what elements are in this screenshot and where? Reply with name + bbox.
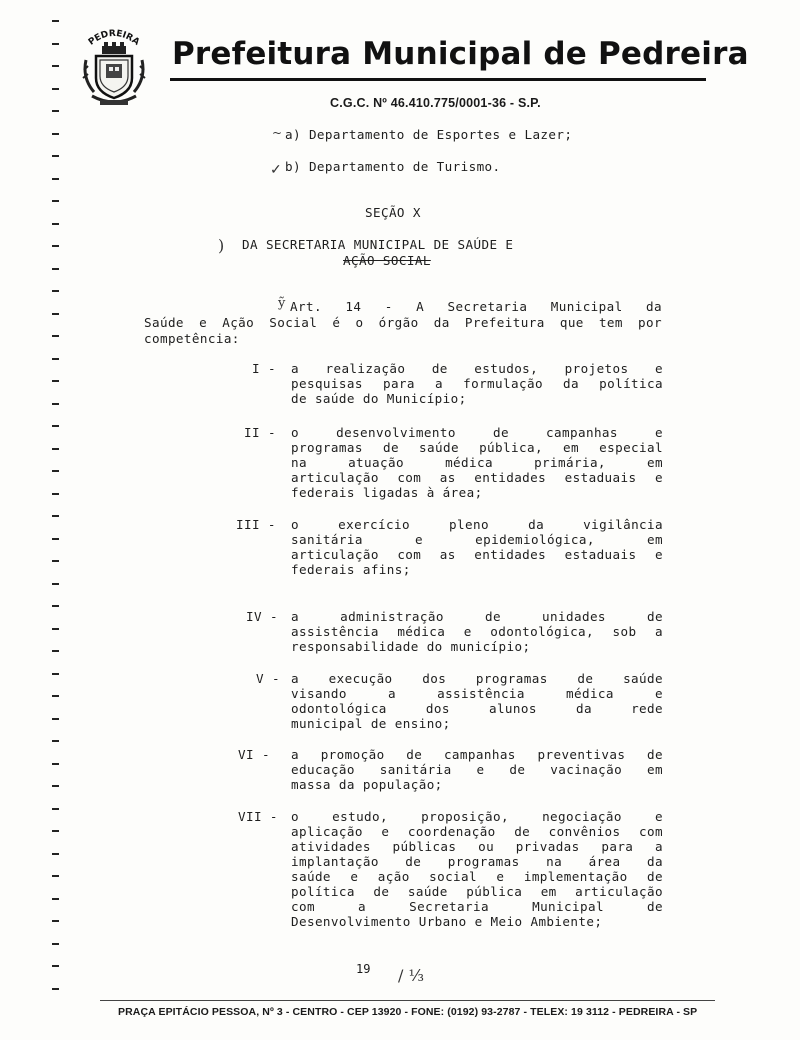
item-text-line: de saúde do Município;: [291, 391, 467, 406]
item-text-line: aplicação e coordenação de convênios com: [291, 824, 663, 839]
handwritten-tick-mark: ~: [272, 126, 283, 140]
margin-tick: [52, 808, 59, 810]
margin-tick: [52, 268, 59, 270]
coat-of-arms-icon: [78, 26, 150, 108]
margin-tick: [52, 695, 59, 697]
margin-tick: [52, 43, 59, 45]
item-text-line: massa da população;: [291, 777, 443, 792]
margin-tick: [52, 290, 59, 292]
item-numeral: VI -: [238, 747, 270, 762]
item-text-line: o estudo, proposição, negociação e: [291, 809, 663, 824]
margin-tick: [52, 560, 59, 562]
item-text-line: programas de saúde pública, em especial: [291, 440, 663, 455]
margin-tick: [52, 110, 59, 112]
margin-tick: [52, 740, 59, 742]
margin-tick: [52, 875, 59, 877]
margin-tick: [52, 133, 59, 135]
margin-tick: [52, 88, 59, 90]
item-numeral: V -: [256, 671, 280, 686]
handwritten-margin-mark: ỹ: [278, 296, 286, 311]
handwritten-margin-mark: ): [218, 236, 225, 255]
margin-tick: [52, 898, 59, 900]
margin-tick: [52, 650, 59, 652]
item-text-line: com a Secretaria Municipal de: [291, 899, 663, 914]
item-text-line: atividades públicas ou privadas para a: [291, 839, 663, 854]
article-line-2: Saúde e Ação Social é o órgão da Prefeitura que tem por: [144, 315, 662, 330]
section-title-line-2: AÇÃO SOCIAL: [343, 253, 431, 268]
item-numeral: VII -: [238, 809, 278, 824]
item-text-line: visando a assistência médica e: [291, 686, 663, 701]
item-text-line: sanitária e epidemiológica, em: [291, 532, 663, 547]
margin-tick: [52, 335, 59, 337]
item-numeral: II -: [244, 425, 276, 440]
margin-tick: [52, 403, 59, 405]
margin-tick: [52, 853, 59, 855]
letterhead-title: Prefeitura Municipal de Pedreira: [172, 36, 749, 72]
margin-tick: [52, 605, 59, 607]
item-text-line: na atuação médica primária, em: [291, 455, 663, 470]
margin-tick: [52, 988, 59, 990]
item-text-line: a promoção de campanhas preventivas de: [291, 747, 663, 762]
handwritten-page-mark: / ⅓: [398, 966, 424, 985]
item-text-line: municipal de ensino;: [291, 716, 451, 731]
item-text-line: federais ligadas à área;: [291, 485, 483, 500]
section-heading: SEÇÃO X: [365, 205, 421, 220]
item-text-line: a administração de unidades de: [291, 609, 663, 624]
item-text-line: pesquisas para a formulação da política: [291, 376, 663, 391]
margin-tick: [52, 425, 59, 427]
article-line-3: competência:: [144, 331, 240, 346]
item-text-line: responsabilidade do município;: [291, 639, 531, 654]
item-text-line: saúde e ação social e implementação de: [291, 869, 663, 884]
article-line-1: Art. 14 - A Secretaria Municipal da: [290, 299, 662, 314]
crest-text: PEDREIRA: [86, 28, 142, 48]
margin-tick: [52, 943, 59, 945]
handwritten-check-mark: ✓: [270, 162, 282, 178]
item-text-line: o desenvolvimento de campanhas e: [291, 425, 663, 440]
item-text-line: o exercício pleno da vigilância: [291, 517, 663, 532]
cgc-registration: C.G.C. Nº 46.410.775/0001-36 - S.P.: [330, 96, 541, 110]
margin-tick: [52, 470, 59, 472]
item-text-line: assistência médica e odontológica, sob a: [291, 624, 663, 639]
item-text-line: articulação com as entidades estaduais e: [291, 547, 663, 562]
margin-tick: [52, 583, 59, 585]
margin-tick: [52, 830, 59, 832]
footer-rule: [100, 1000, 715, 1001]
margin-tick: [52, 718, 59, 720]
page-number: 19: [356, 962, 371, 976]
margin-tick: [52, 538, 59, 540]
margin-tick: [52, 628, 59, 630]
item-text-line: implantação de programas na área da: [291, 854, 663, 869]
margin-tick: [52, 358, 59, 360]
item-text-line: política de saúde pública em articulação: [291, 884, 663, 899]
margin-tick: [52, 245, 59, 247]
item-numeral: I -: [252, 361, 276, 376]
item-text-line: educação sanitária e de vacinação em: [291, 762, 663, 777]
margin-tick: [52, 493, 59, 495]
margin-tick: [52, 515, 59, 517]
item-text-line: articulação com as entidades estaduais e: [291, 470, 663, 485]
margin-tick-marks: [52, 20, 64, 1020]
item-text-line: Desenvolvimento Urbano e Meio Ambiente;: [291, 914, 603, 929]
department-b: b) Departamento de Turismo.: [285, 159, 501, 174]
department-a: a) Departamento de Esportes e Lazer;: [285, 127, 573, 142]
margin-tick: [52, 785, 59, 787]
item-text-line: a realização de estudos, projetos e: [291, 361, 663, 376]
letterhead-rule: [170, 78, 706, 81]
margin-tick: [52, 920, 59, 922]
letterhead-footer: PRAÇA EPITÁCIO PESSOA, Nº 3 - CENTRO - CEP 13920 - FONE: (0192) 93-2787 - TELEX: 19 3112 - PEDREIRA - SP: [118, 1006, 698, 1018]
section-title-line-1: DA SECRETARIA MUNICIPAL DE SAÚDE E: [242, 237, 514, 252]
margin-tick: [52, 763, 59, 765]
margin-tick: [52, 448, 59, 450]
margin-tick: [52, 20, 59, 22]
margin-tick: [52, 178, 59, 180]
margin-tick: [52, 673, 59, 675]
item-numeral: III -: [236, 517, 276, 532]
item-text-line: a execução dos programas de saúde: [291, 671, 663, 686]
margin-tick: [52, 223, 59, 225]
margin-tick: [52, 380, 59, 382]
margin-tick: [52, 965, 59, 967]
margin-tick: [52, 155, 59, 157]
item-text-line: federais afins;: [291, 562, 411, 577]
item-text-line: odontológica dos alunos da rede: [291, 701, 663, 716]
margin-tick: [52, 313, 59, 315]
item-numeral: IV -: [246, 609, 278, 624]
margin-tick: [52, 200, 59, 202]
margin-tick: [52, 65, 59, 67]
